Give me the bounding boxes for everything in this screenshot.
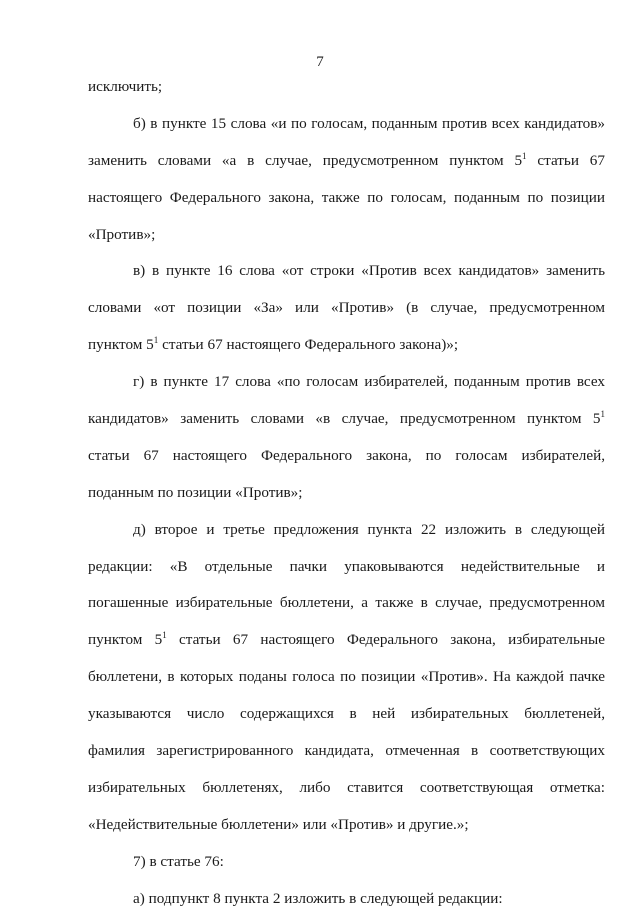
- text-fragment: избирательных бюллетенях, либо ставится соответствующая отметка:: [88, 778, 605, 796]
- text-line: [88, 290, 605, 327]
- text-line: [88, 217, 605, 254]
- text-fragment: настоящего Федерального закона, также по голосам, поданным по позиции: [88, 188, 605, 206]
- text-fragment: фамилия зарегистрированного кандидата, отмеченная в соответствующих: [88, 742, 605, 760]
- text-line: [88, 327, 605, 364]
- text-line: [88, 512, 605, 549]
- text-fragment: статьи 67: [526, 151, 605, 169]
- text-fragment: «Против»;: [88, 225, 156, 243]
- text-fragment: исключить;: [88, 78, 163, 95]
- text-fragment: в) в пункте 16 слова «от строки «Против всех кандидатов» заменить: [133, 262, 605, 280]
- text-fragment: г) в пункте 17 слова «по голосам избирателей, поданным против всех: [133, 373, 605, 391]
- text-line: [88, 475, 605, 512]
- text-line: [88, 585, 605, 622]
- text-fragment: словами «от позиции «За» или «Против» (в случае, предусмотренном: [88, 299, 605, 317]
- text-fragment: поданным по позиции «Против»;: [88, 483, 303, 501]
- text-fragment: пунктом 5: [88, 336, 154, 354]
- text-fragment: кандидатов» заменить словами «в случае, предусмотренном пунктом 5: [88, 410, 601, 428]
- text-line: [88, 180, 605, 217]
- text-line: [88, 438, 605, 475]
- document-body: [88, 69, 605, 917]
- text-fragment: б) в пункте 15 слова «и по голосам, поданным против всех кандидатов»: [133, 114, 605, 132]
- text-line: [88, 106, 605, 143]
- text-fragment: «Недействительные бюллетени» или «Против» и другие.»;: [88, 815, 469, 833]
- superscript: 1: [153, 335, 159, 346]
- superscript: 1: [162, 630, 167, 641]
- text-line: [88, 622, 605, 659]
- superscript: 1: [600, 409, 605, 420]
- text-line: [88, 364, 605, 401]
- text-fragment: указываются число содержащихся в ней избирательных бюллетеней,: [88, 705, 605, 723]
- text-fragment: заменить словами «а в случае, предусмотренном пунктом 5: [88, 151, 523, 169]
- text-fragment: 7) в статье 76:: [133, 852, 224, 870]
- text-fragment: д) второе и третье предложения пункта 22 изложить в следующей: [133, 520, 605, 538]
- text-line: [88, 770, 605, 807]
- text-line: [88, 401, 605, 438]
- text-line: [88, 549, 605, 586]
- text-line: [88, 253, 605, 290]
- text-line: [88, 733, 605, 770]
- text-fragment: погашенные избирательные бюллетени, а также в случае, предусмотренном: [88, 594, 605, 612]
- text-line: [88, 881, 605, 918]
- text-line: [88, 69, 605, 106]
- text-fragment: пунктом 5: [88, 631, 163, 649]
- text-fragment: статьи 67 настоящего Федерального закона, по голосам избирателей,: [88, 446, 605, 464]
- text-line: [88, 807, 605, 844]
- text-line: [88, 659, 605, 696]
- text-line: [88, 696, 605, 733]
- page-number: 7: [316, 54, 324, 70]
- superscript: 1: [522, 150, 527, 161]
- text-fragment: а) подпункт 8 пункта 2 изложить в следующей редакции:: [133, 889, 503, 907]
- text-fragment: редакции: «В отдельные пачки упаковываются недействительные и: [88, 557, 605, 575]
- text-fragment: статьи 67 настоящего Федерального закона)»;: [158, 336, 459, 354]
- text-fragment: бюллетени, в которых поданы голоса по позиции «Против». На каждой пачке: [88, 668, 605, 686]
- text-fragment: статьи 67 настоящего Федерального закона, избирательные: [166, 631, 605, 649]
- text-line: [88, 143, 605, 180]
- text-line: [88, 844, 605, 881]
